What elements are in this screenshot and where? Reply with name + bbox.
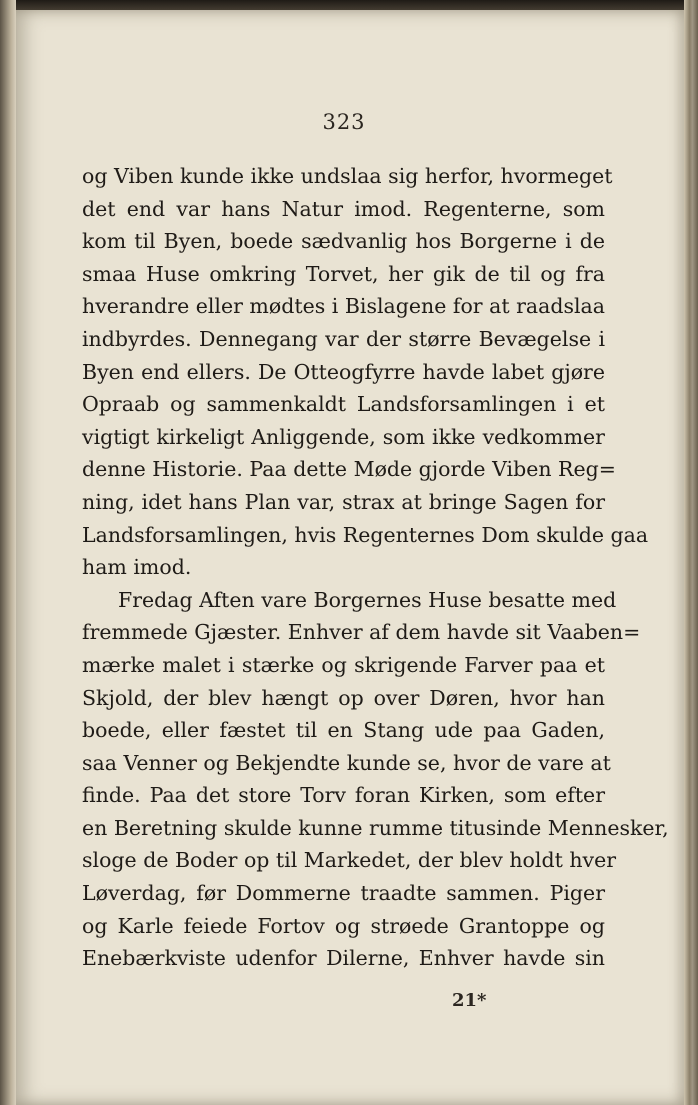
text-line: Opraab og sammenkaldt Landsforsamlingen i et [82,392,605,417]
book-left-edge [0,0,16,1105]
text-line: saa Venner og Bekjendte kunde se, hvor de vare at [82,750,611,775]
text-line: fremmede Gjæster. Enhver af dem havde sit Vaaben= [82,620,641,645]
text-line: Landsforsamlingen, hvis Regenternes Dom skulde gaa [82,522,649,547]
text-line: og Viben kunde ikke undslaa sig herfor, hvormeget [82,164,613,188]
page-number: 323 [322,110,366,134]
text-line: ham imod. [82,555,192,580]
text-line: hverandre eller mødtes i Bislagene for at raadslaa [82,294,605,319]
text-line: smaa Huse omkring Torvet, her gik de til og fra [82,261,605,286]
text-line: Fredag Aften vare Borgernes Huse besatte med [118,587,617,612]
text-line: Enebærkviste udenfor Dilerne, Enhver havde sin [82,946,605,971]
text-line: vigtigt kirkeligt Anliggende, som ikke vedkommer [82,424,605,449]
text-line: boede, eller fæstet til en Stang ude paa Gaden, [82,718,605,743]
text-line: det end var hans Natur imod. Regenterne, som [82,196,605,221]
text-line: indbyrdes. Dennegang var der større Bevægelse i [82,326,605,351]
text-line: ning, idet hans Plan var, strax at bringe Sagen for [82,489,605,514]
text-line: Skjold, der blev hængt op over Døren, hvor han [82,685,605,710]
text-line: mærke malet i stærke og skrigende Farver paa et [82,652,605,677]
text-line: en Beretning skulde kunne rumme titusinde Mennesker, [82,815,669,840]
text-line: kom til Byen, boede sædvanlig hos Borgerne i de [82,229,605,254]
text-line: Byen end ellers. De Otteogfyrre havde labet gjøre [82,359,605,384]
book-right-edge [684,0,698,1105]
text-line: finde. Paa det store Torv foran Kirken, som efter [82,783,605,808]
text-line: sloge de Boder op til Markedet, der blev holdt hver [82,848,617,873]
text-line: Løverdag, før Dommerne traadte sammen. Piger [82,881,605,906]
printer-signature: 21* [452,990,487,1011]
text-line: og Karle feiede Fortov og strøede Grantoppe og [82,913,605,938]
text-line: denne Historie. Paa dette Møde gjorde Viben Reg= [82,457,616,482]
book-page [14,10,684,1105]
body-text [82,160,669,975]
